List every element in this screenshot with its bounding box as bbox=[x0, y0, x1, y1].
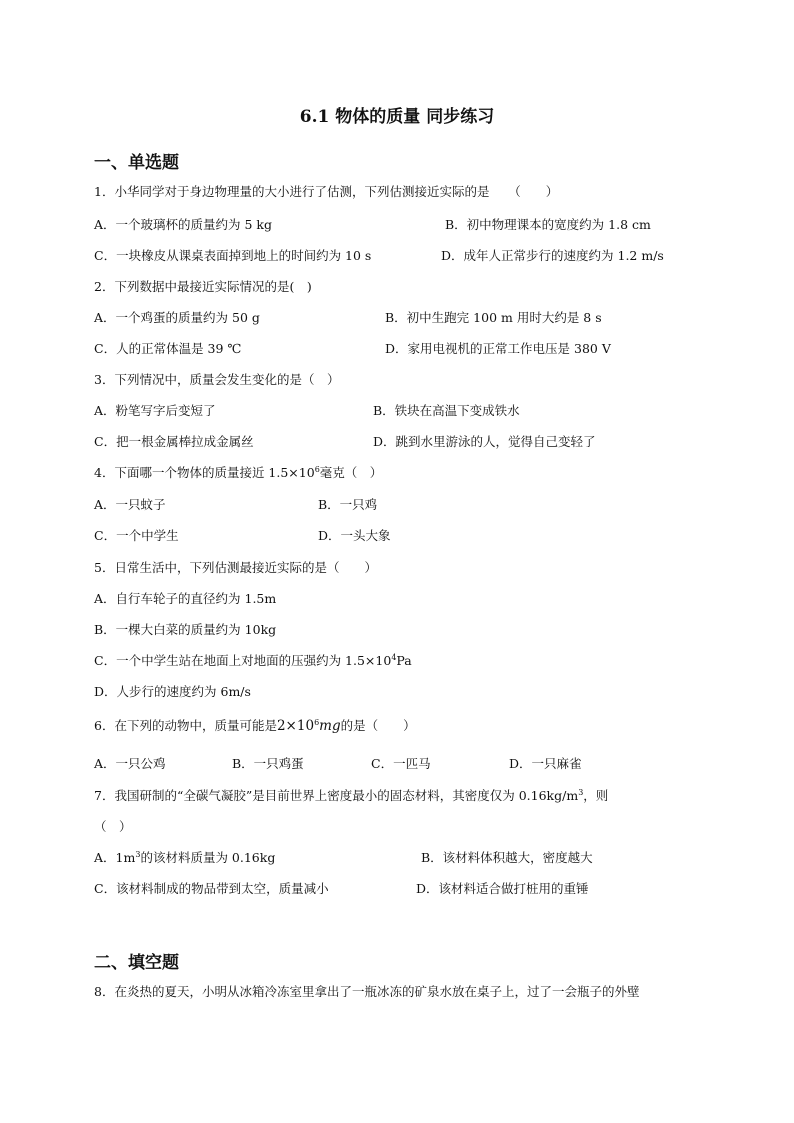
question-6-stem: 6．在下列的动物中，质量可能是$2\times 10^6mg$的是（ ） bbox=[94, 718, 416, 734]
question-8-stem: 8．在炎热的夏天，小明从冰箱冷冻室里拿出了一瓶冰冻的矿泉水放在桌子上，过了一会瓶子的外壁 bbox=[94, 984, 640, 999]
question-1-stem: 1．小华同学对于身边物理量的大小进行了估测，下列估测接近实际的是 （ ） bbox=[94, 184, 559, 199]
question-5-stem: 5．日常生活中，下列估测最接近实际的是（ ） bbox=[94, 560, 377, 575]
question-4-stem: 4．下面哪一个物体的质量接近 $1.5\times 10^6$毫克（ ） bbox=[94, 465, 383, 480]
question-4-option-d: D．一头大象 bbox=[318, 528, 391, 543]
question-3-stem: 3．下列情况中，质量会发生变化的是（ ） bbox=[94, 372, 340, 387]
question-4-option-c: C．一个中学生 bbox=[94, 528, 179, 543]
section-heading-single-choice: 一、单选题 bbox=[94, 153, 179, 173]
question-1-option-b: B．初中物理课本的宽度约为 1.8 cm bbox=[445, 217, 651, 232]
question-6-option-b: B．一只鸡蛋 bbox=[232, 756, 304, 771]
question-7-option-c: C．该材料制成的物品带到太空，质量减小 bbox=[94, 881, 329, 896]
question-7-stem: 7．我国研制的“全碳气凝胶”是目前世界上密度最小的固态材料，其密度仅为 $0.16kg/m^3$，则 bbox=[94, 788, 609, 803]
question-6-option-c: C．一匹马 bbox=[371, 756, 431, 771]
question-2-stem: 2．下列数据中最接近实际情况的是( ) bbox=[94, 279, 312, 294]
question-4-option-b: B．一只鸡 bbox=[318, 497, 378, 512]
question-7-option-b: B．该材料体积越大，密度越大 bbox=[421, 850, 593, 865]
question-6-option-d: D．一只麻雀 bbox=[509, 756, 582, 771]
question-2-option-d: D．家用电视机的正常工作电压是 380 V bbox=[385, 341, 611, 356]
question-7-stem-continued: （ ） bbox=[94, 819, 132, 834]
question-1-option-c: C．一块橡皮从课桌表面掉到地上的时间约为 10 s bbox=[94, 248, 372, 263]
question-3-option-a: A．粉笔写字后变短了 bbox=[94, 403, 216, 418]
question-4-option-a: A．一只蚊子 bbox=[94, 497, 166, 512]
question-1-option-d: D．成年人正常步行的速度约为 1.2 m/s bbox=[441, 248, 664, 263]
question-3-option-d: D．跳到水里游泳的人，觉得自己变轻了 bbox=[373, 434, 596, 449]
question-1-option-a: A．一个玻璃杯的质量约为 5 kg bbox=[94, 217, 273, 232]
question-5-option-d: D．人步行的速度约为 6m/s bbox=[94, 684, 251, 699]
question-7-option-d: D．该材料适合做打桩用的重锤 bbox=[416, 881, 589, 896]
question-2-option-a: A．一个鸡蛋的质量约为 50 g bbox=[94, 310, 260, 325]
question-6-option-a: A．一只公鸡 bbox=[94, 756, 166, 771]
question-3-option-c: C．把一根金属棒拉成金属丝 bbox=[94, 434, 254, 449]
question-5-option-a: A．自行车轮子的直径约为 1.5m bbox=[94, 591, 277, 606]
section-heading-fill-blank: 二、填空题 bbox=[94, 953, 179, 973]
question-5-option-c: C．一个中学生站在地面上对地面的压强约为 $1.5\times 10^4Pa$ bbox=[94, 653, 412, 668]
question-7-option-a: A．$1m^3$的该材料质量为 0.16kg bbox=[94, 850, 276, 865]
question-5-option-b: B．一棵大白菜的质量约为 10kg bbox=[94, 622, 277, 637]
question-2-option-c: C．人的正常体温是 39 ℃ bbox=[94, 341, 242, 356]
question-3-option-b: B．铁块在高温下变成铁水 bbox=[373, 403, 520, 418]
page-title: 6.1 物体的质量 同步练习 bbox=[299, 107, 495, 127]
question-2-option-b: B．初中生跑完 100 m 用时大约是 8 s bbox=[385, 310, 602, 325]
